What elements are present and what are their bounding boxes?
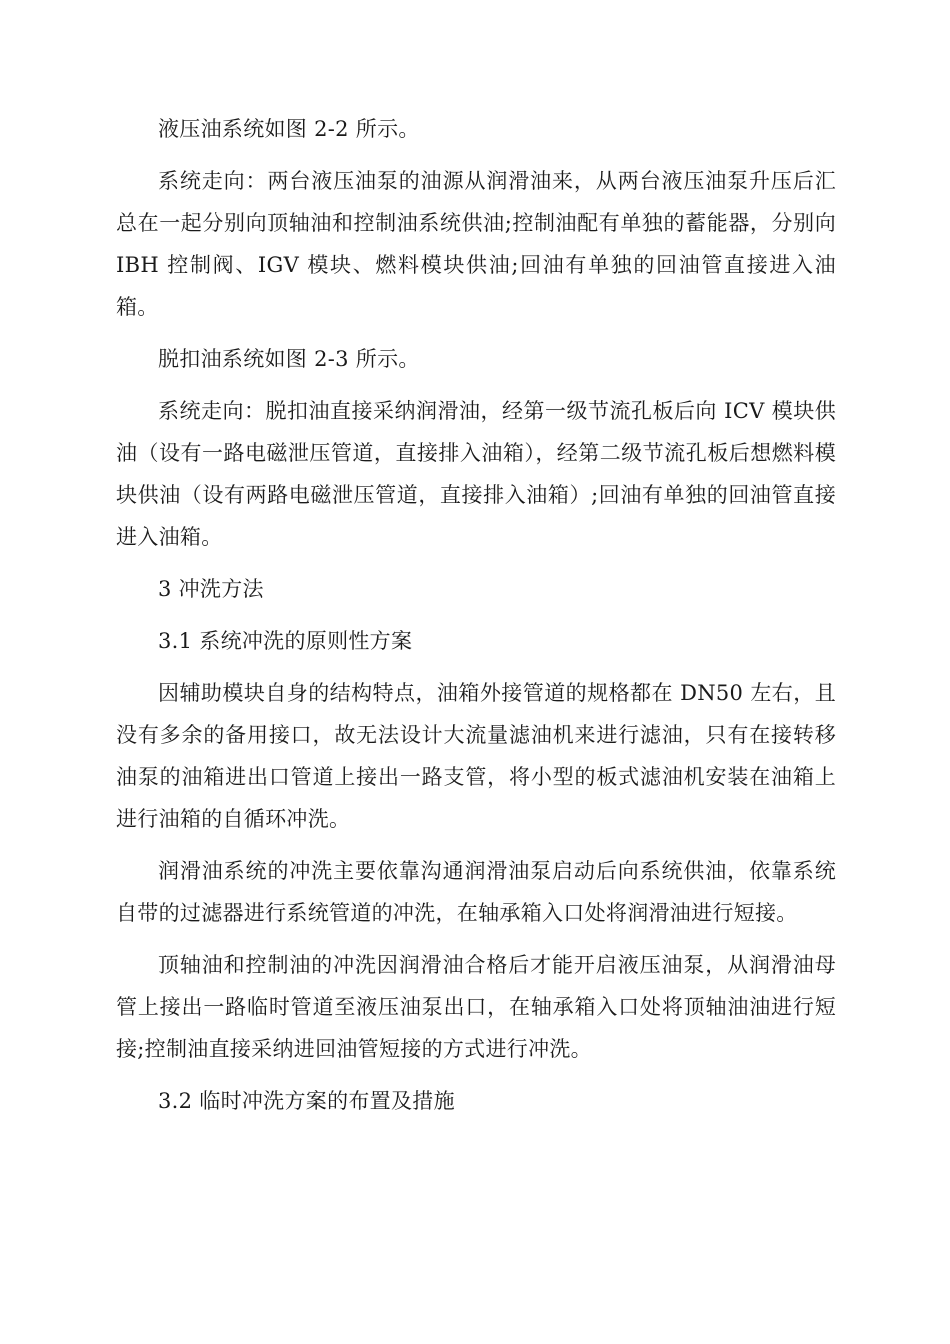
subsection-heading-flushing-principle: 3.1 系统冲洗的原则性方案 xyxy=(158,629,413,653)
document-body xyxy=(116,108,836,1132)
subsection-heading-temporary-flushing: 3.2 临时冲洗方案的布置及措施 xyxy=(158,1089,455,1113)
paragraph-hydraulic-oil-flow: 系统走向：两台液压油泵的油源从润滑油来，从两台液压油泵升压后汇总在一起分别向顶轴油和控制油系统供油;控制油配有单独的蓄能器，分别向 IBH 控制阀、IGV 模块、燃料模块供油;回油有单独的回油管直接进入油箱。 xyxy=(116,169,836,319)
paragraph-trip-oil-intro: 脱扣油系统如图 2-3 所示。 xyxy=(158,347,420,371)
paragraph-auxiliary-module: 因辅助模块自身的结构特点，油箱外接管道的规格都在 DN50 左右，且没有多余的备用接口，故无法设计大流量滤油机来进行滤油，只有在接转移油泵的油箱进出口管道上接出一路支管，将小型的板式滤油机安装在油箱上进行油箱的自循环冲洗。 xyxy=(116,681,836,831)
paragraph-jacking-control-oil-flushing: 顶轴油和控制油的冲洗因润滑油合格后才能开启液压油泵，从润滑油母管上接出一路临时管道至液压油泵出口，在轴承箱入口处将顶轴油油进行短接;控制油直接采纳进回油管短接的方式进行冲洗。 xyxy=(116,953,836,1061)
paragraph-trip-oil-flow: 系统走向：脱扣油直接采纳润滑油，经第一级节流孔板后向 ICV 模块供油（设有一路电磁泄压管道，直接排入油箱），经第二级节流孔板后想燃料模块供油（设有两路电磁泄压管道，直接排入油箱）;回油有单独的回油管直接进入油箱。 xyxy=(116,399,836,549)
paragraph-hydraulic-oil-intro: 液压油系统如图 2-2 所示。 xyxy=(158,117,420,141)
paragraph-lube-oil-flushing: 润滑油系统的冲洗主要依靠沟通润滑油泵启动后向系统供油，依靠系统自带的过滤器进行系统管道的冲洗，在轴承箱入口处将润滑油进行短接。 xyxy=(116,859,836,925)
section-heading-flushing-method: 3 冲洗方法 xyxy=(158,577,264,601)
